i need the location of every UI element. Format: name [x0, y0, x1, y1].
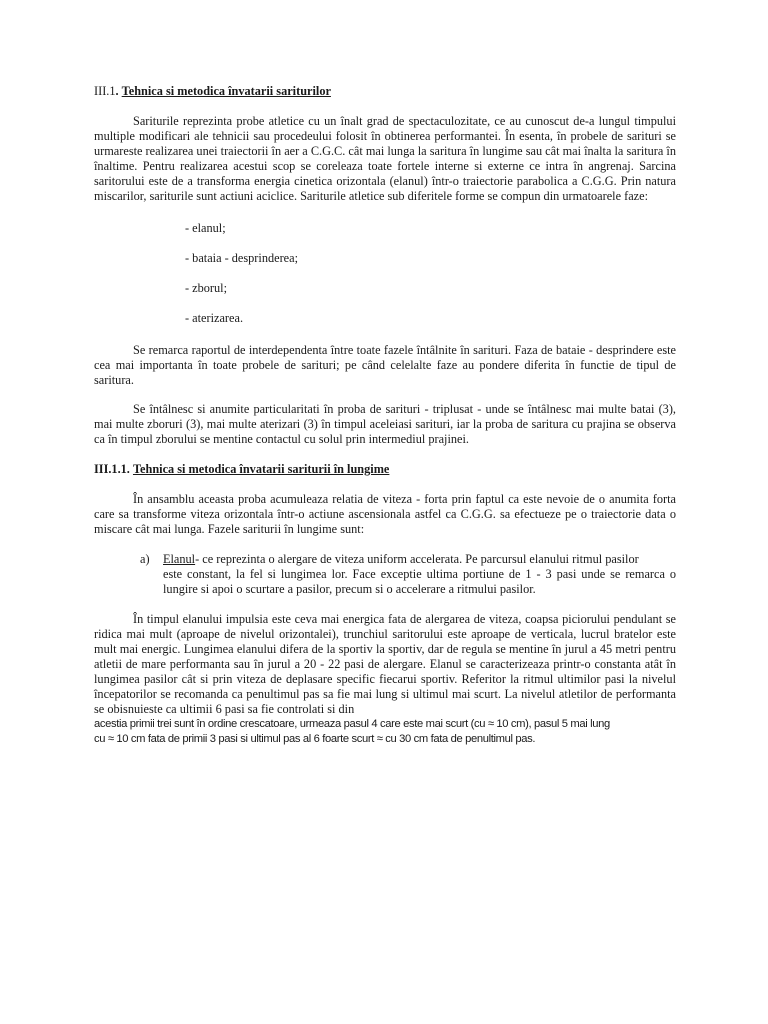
phase-item: - bataia - desprinderea; — [185, 251, 299, 265]
section-title: Tehnica si metodica învatarii sariturilor — [121, 84, 331, 98]
paragraph-run-up-tail-line: cu ≈ 10 cm fata de primii 3 pasi si ultimul pas al 6 foarte scurt ≈ cu 30 cm fata de penultimul pas. — [94, 733, 536, 745]
intro-paragraph: Sariturile reprezinta probe atletice cu un înalt grad de spectaculozitate, ce au cunoscut de-a lungul timpului multiple modificari ale tehnicii sau procedeului folosit în obtinerea performantei. În esenta, în probele de sarituri se urmareste realizarea unei traiectorii în aer a C.G.C. cât mai lunga la saritura în lungime sau cât mai înalta la saritura în înaltime. Pentru realizarea acestui scop se coreleaza toate fortele interne si externe ce intra în angrenaj. Sarcina saritorului este de a transforma energia cinetica orizontala (elanul) într-o traiectorie parabolica a C.G.G. Prin natura miscarilor, sariturile sunt actiuni aciclice. Sariturile atletice sub diferitele forme se compun din urmatoarele faze: — [94, 114, 676, 203]
list-item-a — [140, 552, 676, 597]
paragraph-overview: În ansamblu aceasta proba acumuleaza relatia de viteza - forta prin faptul ca este nevoie de o anumita forta care sa transforme viteza orizontala într-o actiune ascensionala astfel ca C.G.G. sa efectueze pe o traiectorie data o miscare cât mai lunga. Fazele sariturii în lungime sunt: — [94, 492, 676, 536]
item-a-text-rest: este constant, la fel si lungimea lor. Face exceptie ultima portiune de 1 - 3 pasi unde se remarca o lungire si apoi o scurtare a pasilor, precum si o accelerare a ritmului pasilor. — [163, 567, 676, 596]
list-marker: a) — [140, 552, 150, 566]
section-number-dot: . — [115, 84, 119, 98]
phase-item: - aterizarea. — [185, 311, 244, 325]
paragraph-particularities: Se întâlnesc si anumite particularitati în proba de sarituri - triplusat - unde se întâlnesc mai multe batai (3), mai multe zboruri (3), mai multe aterizari (3) în timpul aceleiasi sarituri, iar la proba de saritura cu prajina se observa ca în timpul zborului se mentine contactul cu solul prin intermediul prajinei. — [94, 402, 676, 446]
phase-item: - elanul; — [185, 221, 226, 235]
paragraph-interdependence: Se remarca raportul de interdependenta între toate fazele întâlnite în sarituri. Faza de bataie - desprindere este cea mai importanta în toate probele de sarituri; pe când celelalte faze au pondere diferita în functie de tipul de saritura. — [94, 343, 676, 387]
phase-item: - zborul; — [185, 281, 228, 295]
subsection-title: Tehnica si metodica învatarii sariturii în lungime — [132, 462, 390, 476]
term-elanul: Elanul — [163, 552, 196, 566]
section-number: III.1 — [94, 84, 116, 98]
phases-list — [94, 221, 676, 326]
section-heading-III-1-1 — [94, 462, 676, 477]
item-a-text-first: - ce reprezinta o alergare de viteza uniform accelerata. Pe parcursul elanului ritmul pasilor — [195, 552, 639, 566]
paragraph-run-up: În timpul elanului impulsia este ceva mai energica fata de alergarea de viteza, coapsa piciorului pendulant se ridica mai mult (aproape de nivelul orizontalei), trunchiul saritorului este aproape de verticala, lucrul bratelor este mult mai energic. Lungimea elanului difera de la sportiv la sportiv, dar de regula se mentine în jurul a 45 metri pentru atletii de mare performanta sau în jurul a 20 - 22 pasi de alergare. Elanul se caracterizeaza printr-o constanta atât în lungimea pasilor cât si prin viteza de deplasare specific fiecarui sportiv. Referitor la ritmul ultimilor pasi la nivelul începatorilor se recomanda ca penultimul pas sa fie mai lung si ultimul mai scurt. La nivelul atletilor de performanta se obisnuieste ca ultimii 6 pasi sa fie controlati si din — [94, 612, 676, 716]
section-heading-III-1 — [94, 84, 676, 99]
document-page — [94, 84, 676, 747]
item-a-first-line — [163, 552, 676, 567]
paragraph-run-up-tail-line: acestia primii trei sunt în ordine crescatoare, urmeaza pasul 4 care este mai scurt (cu ≈ 10 cm), pasul 5 mai lung — [94, 718, 610, 730]
subsection-number: III.1.1. — [94, 462, 130, 476]
